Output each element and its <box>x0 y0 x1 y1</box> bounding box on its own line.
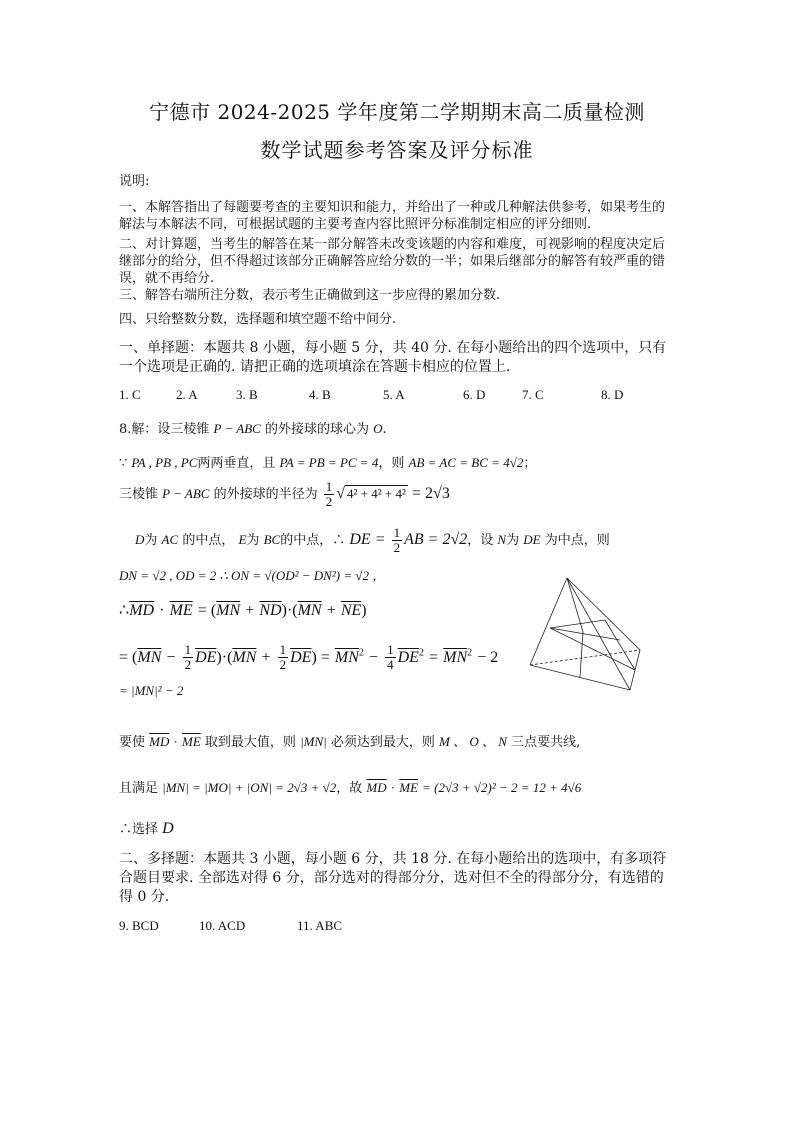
answer-7: 7. C <box>522 387 544 402</box>
answer-4: 4. B <box>309 387 331 402</box>
edge-A-C <box>530 665 630 690</box>
solution-line-9: 要使 $\overline{MD} \cdot \overline{ME}$ 取到最大值，则 |MN| 必须达到最大，则 M 、 O 、 N 三点要共线, <box>119 734 581 750</box>
segment-MD <box>580 632 583 677</box>
answer-9: 9. BCD <box>119 918 159 933</box>
edge-P-A <box>530 578 567 665</box>
answer-3: 3. B <box>236 387 258 402</box>
solution-line-4: D为 AC 的中点， E为 BC的中点，∴ DE = $\frac{1}{2}$ AB = 2√2，设 N为 DE 为中点，则 <box>135 525 610 555</box>
solution-conclusion: ∴选择 D <box>119 820 174 837</box>
answer-10: 10. ACD <box>199 918 246 933</box>
note-2: 二、对计算题，当考生的解答在某一部分解答未改变该题的内容和难度，可视影响的程度决定后继部分的给分，但不得超过该部分正确解答应给分数的一半；如果后继部分的解答有较严重的错误，就不再给分. <box>119 237 666 286</box>
edge-P-C <box>567 578 630 690</box>
tetrahedron-figure <box>525 570 655 695</box>
page-subtitle: 数学试题参考答案及评分标准 <box>260 138 534 162</box>
note-3: 三、解答右端所注分数，表示考生正确做到这一步应得的累加分数. <box>119 288 501 303</box>
segment-aux <box>550 628 620 640</box>
answer-2: 2. A <box>176 387 198 402</box>
answer-1: 1. C <box>119 387 141 402</box>
solution-line-7: = ($\overline{MN}$ − $\frac{1}{2}$ $\overline{DE})\cdot(\overline{MN}$ + $\frac{1}{2}$ $\overline{DE}) = \overline{MN}^2$ − $\frac{1}{4}$ $\overline{DE}^2 = \overline{MN}^2 - 2$ <box>119 642 499 672</box>
solution-line-1: 8.解：设三棱锥 P − ABC 的外接球的球心为 O. <box>119 421 387 437</box>
solution-line-6: $\therefore\overline{MD} \cdot \overline{ME} = (\overline{MN} + \overline{ND})\cdot(\overline{MN} + \overline{NE})$ <box>119 600 367 619</box>
edge-A-B <box>530 650 640 665</box>
segment-MN <box>550 620 605 628</box>
page-title: 宁德市 2024-2025 学年度第二学期期末高二质量检测 <box>149 100 645 124</box>
note-4: 四、只给整数分数，选择题和填空题不给中间分. <box>119 312 397 327</box>
solution-line-8: = |MN|² − 2 <box>119 683 184 698</box>
answer-11: 11. ABC <box>297 918 343 933</box>
note-1: 一、本解答指出了每题要考查的主要知识和能力，并给出了一种或几种解法供参考，如果考生的解法与本解法不同，可根据试题的主要考查内容比照评分标准制定相应的评分细则. <box>119 200 666 232</box>
solution-line-2: ∵ PA , PB , PC两两垂直，且 PA = PB = PC = 4，则 AB = AC = BC = 4√2； <box>119 455 537 471</box>
solution-line-5: DN = √2 , OD = 2 ∴ ON = √(OD² − DN²) = √2 ， <box>119 568 386 583</box>
section1-heading: 一、单择题：本题共 8 小题，每小题 5 分，共 40 分. 在每小题给出的四个选项中，只有一个选项是正确的. 请把正确的选项填涂在答题卡相应的位置上. <box>119 340 667 375</box>
solution-line-3: 三棱锥 P − ABC 的外接球的半径为 $\frac{1}{2}$ √ 4² + 4² + 4² = 2√3 <box>119 479 450 509</box>
answer-5: 5. A <box>383 387 405 402</box>
notes-label: 说明: <box>119 174 150 189</box>
section2-heading: 二、多择题：本题共 3 小题，每小题 6 分，共 18 分. 在每小题给出的选项中，有多项符合题目要求. 全部选对得 6 分，部分选对的得部分分，选对但不全的得部分分，有选错的得 0 分. <box>119 851 667 905</box>
answer-6: 6. D <box>463 387 486 402</box>
solution-line-10: 且满足 |MN| = |MO| + |ON| = 2√3 + √2，故 $\overline{MD} \cdot \overline{ME} = (2√3 + √2)^2 - 2 = 12 + 4√6$ <box>119 780 582 796</box>
answer-8: 8. D <box>601 387 624 402</box>
